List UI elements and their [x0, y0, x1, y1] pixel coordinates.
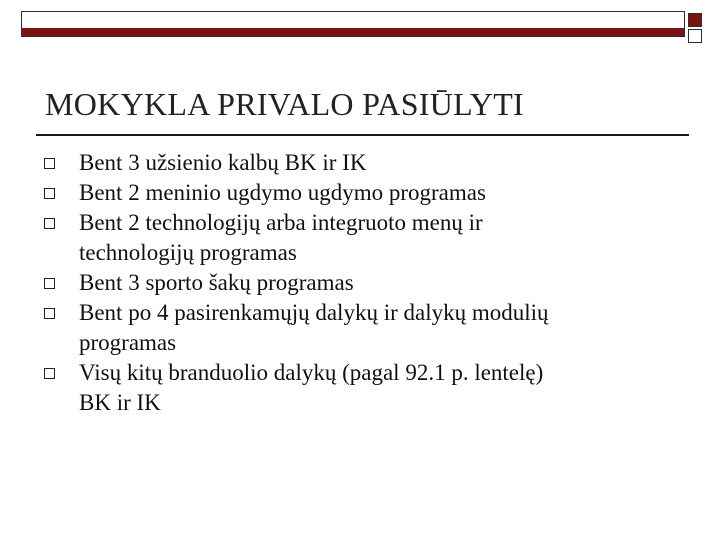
slide-title: MOKYKLA PRIVALO PASIŪLYTI: [45, 86, 525, 122]
bullet-text-continued: programas: [79, 330, 177, 355]
bullet-square-icon: [44, 278, 55, 289]
bullet-text: Visų kitų branduolio dalykų (pagal 92.1 p. lentelę): [79, 360, 544, 385]
bullet-square-icon: [44, 188, 55, 199]
bullet-square-icon: [44, 158, 55, 169]
bullet-list: [0, 148, 720, 418]
bullet-item: [0, 178, 720, 208]
bullet-text: Bent 2 technologijų arba integruoto menų ir: [79, 210, 483, 235]
hollow-square-icon: [688, 29, 702, 43]
title-divider: [36, 134, 689, 136]
bullet-item: [0, 208, 720, 268]
header-band: [21, 11, 685, 37]
bullet-text-continued: BK ir IK: [79, 390, 161, 415]
bullet-square-icon: [44, 218, 55, 229]
filled-square-icon: [688, 13, 702, 27]
bullet-item: [0, 298, 720, 358]
bullet-square-icon: [44, 368, 55, 379]
bullet-text-continued: technologijų programas: [79, 240, 297, 265]
bullet-item: [0, 268, 720, 298]
bullet-text: Bent 3 sporto šakų programas: [79, 270, 354, 295]
bullet-square-icon: [44, 308, 55, 319]
bullet-item: [0, 358, 720, 418]
bullet-item: [0, 148, 720, 178]
bullet-text: Bent po 4 pasirenkamųjų dalykų ir dalykų modulių: [79, 300, 549, 325]
bullet-text: Bent 3 užsienio kalbų BK ir IK: [79, 150, 367, 175]
bullet-text: Bent 2 meninio ugdymo ugdymo programas: [79, 180, 486, 205]
